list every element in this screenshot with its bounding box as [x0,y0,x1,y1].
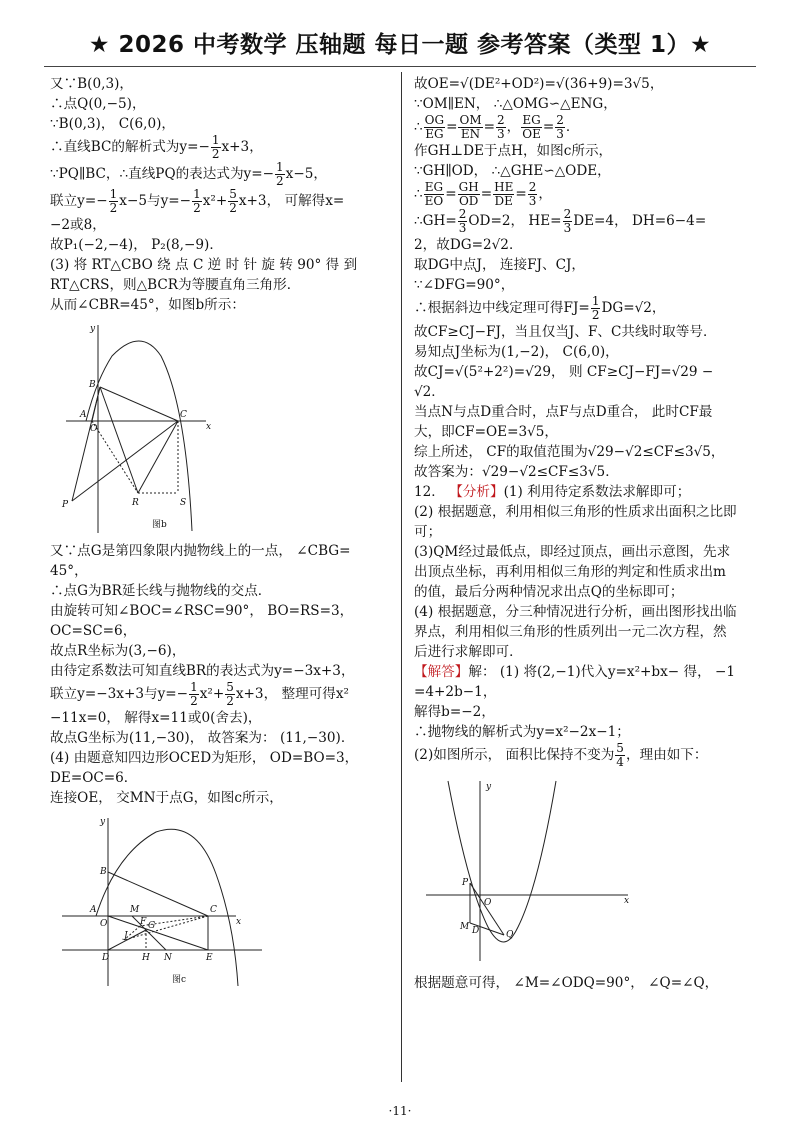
label-a: A [90,905,97,915]
text-segment: x²+ [199,686,225,702]
numerator: 2 [528,180,537,194]
text-line: 故点R坐标为(3,−6)， [50,643,186,659]
label-e: E [206,953,213,963]
text-line: (4) 由题意知四边形OCED为矩形， OD=BO=3， [50,750,359,766]
text-line: OC=SC=6， [50,623,137,639]
text-line: ∵GH∥OD， ∴△GHE∽△ODE， [414,163,611,179]
fraction [458,114,482,141]
solution-tag: 【解答】 [414,664,469,680]
text-segment: = [515,186,527,202]
text-segment: = [445,186,457,202]
text-line: 当点N与点D重合时，点F与点D重合， 此时CF最 [414,404,713,420]
fraction [493,181,514,208]
text-line: (3)QM经过最低点，即经过顶点，画出示意图，先求 [414,544,731,560]
fraction [189,681,199,708]
denominator: EG [425,127,444,141]
text-segment: ∴直线BC的解析式为y=− [50,139,210,155]
text-line: ∴点Q(0,−5)， [50,96,146,112]
header-rule [44,66,756,67]
label-d: D [102,953,110,963]
label-q: Q [506,930,514,940]
text-line: 作GH⊥DE于点H，如图c所示， [414,143,613,159]
segment-cp [72,421,178,501]
text-segment: DG=√2， [601,300,666,316]
text-line: √2． [414,384,445,400]
text-line: −11x=0， 解得x=11或0(舍去)， [50,710,262,726]
numerator: 2 [497,113,505,127]
segment-oe [108,916,208,950]
text-line: 的值，最后分两种情况求出点Q的坐标即可； [414,584,684,600]
text-line: 45°， [50,563,88,579]
segment-bc [100,387,178,421]
segment-br [100,387,138,493]
text-line [414,742,754,769]
numerator: 1 [591,294,600,308]
numerator: EG [522,113,541,127]
text-line: 又∵点G是第四象限内抛物线上的一点， ∠CBG= [50,543,351,559]
text-line: (2) 根据题意，利用相似三角形的性质求出面积之比即 [414,504,737,520]
fraction [496,114,506,141]
text-segment: DE=4， DH=6−4= [573,213,707,229]
text-line: 2，故DG=2√2． [414,237,523,253]
fraction [591,295,601,322]
figure-c-caption: 图c [172,975,187,985]
numerator: 2 [563,207,572,221]
denominator: OE [522,127,541,141]
numerator: GH [458,180,479,194]
fraction [192,188,202,215]
analysis-tag: 【分析】 [449,484,504,500]
denominator: DE [494,194,513,208]
text-line: 由旋转可知∠BOC=∠RSC=90°， BO=RS=3， [50,603,354,619]
text-line [50,188,386,215]
text-segment: = [480,186,493,202]
page-number: ·11· [388,1104,412,1118]
denominator: 2 [229,201,237,215]
numerator: 2 [556,113,564,127]
text-segment: = [483,119,495,135]
text-segment: 解： (1) 将(2,−1)代入y=x²+bx− 得， −1 [468,664,736,680]
text-line: 综上所述， CF的取值范围为√29−√2≤CF≤3√5， [414,444,725,460]
text-line [50,161,386,188]
fraction [555,114,565,141]
denominator: 2 [190,694,198,708]
numerator: 1 [190,680,198,694]
fraction [458,181,480,208]
text-line: ∵OM∥EN， ∴△OMG∽△ENG， [414,96,617,112]
fraction [228,188,238,215]
text-segment: x−5与y=− [119,193,192,209]
text-line: 解得b=−2， [414,704,495,720]
figure-parabola [418,777,648,967]
text-line: 又∵B(0,3)， [50,76,133,92]
text-segment: ∴根据斜边中线定理可得FJ= [414,300,590,316]
text-segment: (1) 利用待定系数法求解即可； [503,484,691,500]
denominator: 2 [226,694,234,708]
figure-b-caption: 图b [152,520,167,530]
text-segment: ，理由如下： [625,747,708,763]
text-line [414,181,754,208]
text-line: 故CJ=√(5²+2²)=√29， 则 CF≥CJ−FJ=√29 − [414,364,714,380]
text-line: −2或8， [50,217,106,233]
text-line: 取DG中点J， 连接FJ、CJ， [414,257,586,273]
numerator: EG [424,180,444,194]
label-c: C [180,410,187,420]
segment-cr [138,421,178,493]
segment-bc [108,872,208,916]
fraction [424,181,445,208]
numerator: 1 [211,133,220,147]
figure-c [56,814,276,992]
text-line: ∵B(0,3)， C(6,0)， [50,116,175,132]
text-line: ∵∠DFG=90°， [414,277,515,293]
text-line: 出顶点坐标，再利用相似三角形的判定和性质求出m [414,564,726,580]
text-line: 可； [414,524,442,540]
label-a: A [80,410,87,420]
label-f: F [140,917,147,927]
fraction [225,681,235,708]
text-segment: x+3， 整理可得x² [235,686,349,702]
label-s: S [180,498,187,508]
numerator: OM [459,113,482,127]
denominator: 2 [211,147,220,161]
text-line: 界点，利用相似三角形的性质列出一元二次方程，然 [414,624,727,640]
label-h: H [142,953,150,963]
denominator: 2 [193,201,201,215]
denominator: EO [424,194,444,208]
text-line: DE=OC=6． [50,770,138,786]
text-segment: 联立y=−3x+3与y=− [50,686,189,702]
label-d: D [472,926,480,936]
text-line [414,295,754,322]
label-x: x [624,896,630,906]
denominator: 2 [591,308,600,322]
text-line: 后进行求解即可． [414,644,523,660]
label-x: x [236,917,242,927]
numerator: HE [494,180,514,194]
text-line: 从而∠CBR=45°，如图b所示： [50,297,245,313]
denominator: 2 [109,201,118,215]
text-segment: = [446,119,458,135]
numerator: 1 [109,187,118,201]
text-line: 易知点J坐标为(1,−2)， C(6,0)， [414,344,619,360]
fraction [563,208,573,235]
text-line: 故点G坐标为(11,−30)， 故答案为： (11,−30)． [50,730,355,746]
text-line: 根据题意可得， ∠M=∠ODQ=90°， ∠Q=∠Q， [414,975,719,991]
text-line: (4) 根据题意，分三种情况进行分析，画出图形找出临 [414,604,737,620]
label-o: O [484,898,492,908]
numerator: 1 [193,187,201,201]
text-segment: = [542,119,555,135]
text-segment: ． [565,119,580,135]
fraction [109,188,119,215]
text-line [414,482,754,502]
denominator: 3 [458,221,467,235]
label-p: P [462,878,469,888]
text-segment: x−5， [285,166,327,182]
label-m: M [130,905,140,915]
question-number: 12． [414,484,450,500]
text-line: 连接OE， 交MN于点G，如图c所示， [50,790,283,806]
parabola-curve [448,781,556,942]
denominator: 3 [528,194,537,208]
text-line: =4+2b−1， [414,684,497,700]
fraction [424,114,445,141]
text-line: 故答案为：√29−√2≤CF≤3√5． [414,464,619,480]
denominator: 2 [276,174,284,188]
denominator: 3 [497,127,505,141]
text-segment: (2)如图所示， 面积比保持不变为 [414,747,615,763]
text-line: 大，即CF=OE=3√5， [414,424,559,440]
fraction [528,181,538,208]
text-segment: ， [506,119,521,135]
text-line [50,134,386,161]
fraction [211,134,221,161]
text-segment: ∴GH= [414,213,457,229]
segment-cj [124,916,208,940]
text-segment: 联立y=− [50,193,108,209]
numerator: 5 [229,187,237,201]
label-x: x [206,422,212,432]
fraction [275,161,285,188]
text-segment: OD=2， HE= [468,213,562,229]
denominator: EN [460,127,481,141]
text-line: ∴抛物线的解析式为y=x²−2x−1； [414,724,630,740]
label-y: y [486,782,492,792]
right-column [414,74,754,993]
label-y: y [90,324,96,334]
figure-b [56,321,226,539]
text-segment: ∵PQ∥BC，∴直线PQ的表达式为y=− [50,166,275,182]
denominator: 4 [616,755,624,769]
text-line: (3) 将 RT△CBO 绕 点 C 逆 时 针 旋 转 90° 得 到 [50,257,358,273]
numerator: OG [424,113,445,127]
segment-ob [92,387,100,421]
text-line: RT△CRS，则△BCR为等腰直角三角形． [50,277,301,293]
denominator: 3 [556,127,564,141]
text-line [414,114,754,141]
text-segment: x+3， 可解得x= [238,193,345,209]
text-segment: x+3， [221,139,263,155]
text-line [50,681,386,708]
text-line [414,208,754,235]
label-b: B [100,867,107,877]
text-line: 由待定系数法可知直线BR的表达式为y=−3x+3， [50,663,355,679]
fraction [458,208,468,235]
text-line: 故P₁(−2,−4)， P₂(8,−9)． [50,237,223,253]
label-p: P [62,500,69,510]
label-o: O [90,424,98,434]
label-c: C [210,905,217,915]
text-line [414,662,754,682]
column-divider [401,72,402,1082]
text-line: 故CF≥CJ−FJ，当且仅当J、F、C共线时取等号． [414,324,717,340]
text-segment: ， [538,186,552,202]
fraction [521,114,542,141]
fraction [615,742,625,769]
numerator: 1 [276,160,284,174]
denominator: OD [458,194,479,208]
text-segment: ∴ [414,186,423,202]
label-j: J [124,931,128,941]
left-column [50,74,386,992]
numerator: 5 [616,741,624,755]
label-y: y [100,817,106,827]
label-b: B [89,380,96,390]
denominator: 3 [563,221,572,235]
label-r: R [132,498,139,508]
text-segment: x²+ [202,193,228,209]
label-n: N [164,953,172,963]
label-m: M [460,922,470,932]
numerator: 2 [458,207,467,221]
label-o: O [100,919,108,929]
text-line: ∴点G为BR延长线与抛物线的交点． [50,583,272,599]
label-g: G [148,921,156,931]
numerator: 5 [226,680,234,694]
text-line: 故OE=√(DE²+OD²)=√(36+9)=3√5， [414,76,664,92]
page-title: ★ 2026 中考数学 压轴题 每日一题 参考答案（类型 1）★ [88,32,712,58]
text-segment: ∴ [414,119,423,135]
